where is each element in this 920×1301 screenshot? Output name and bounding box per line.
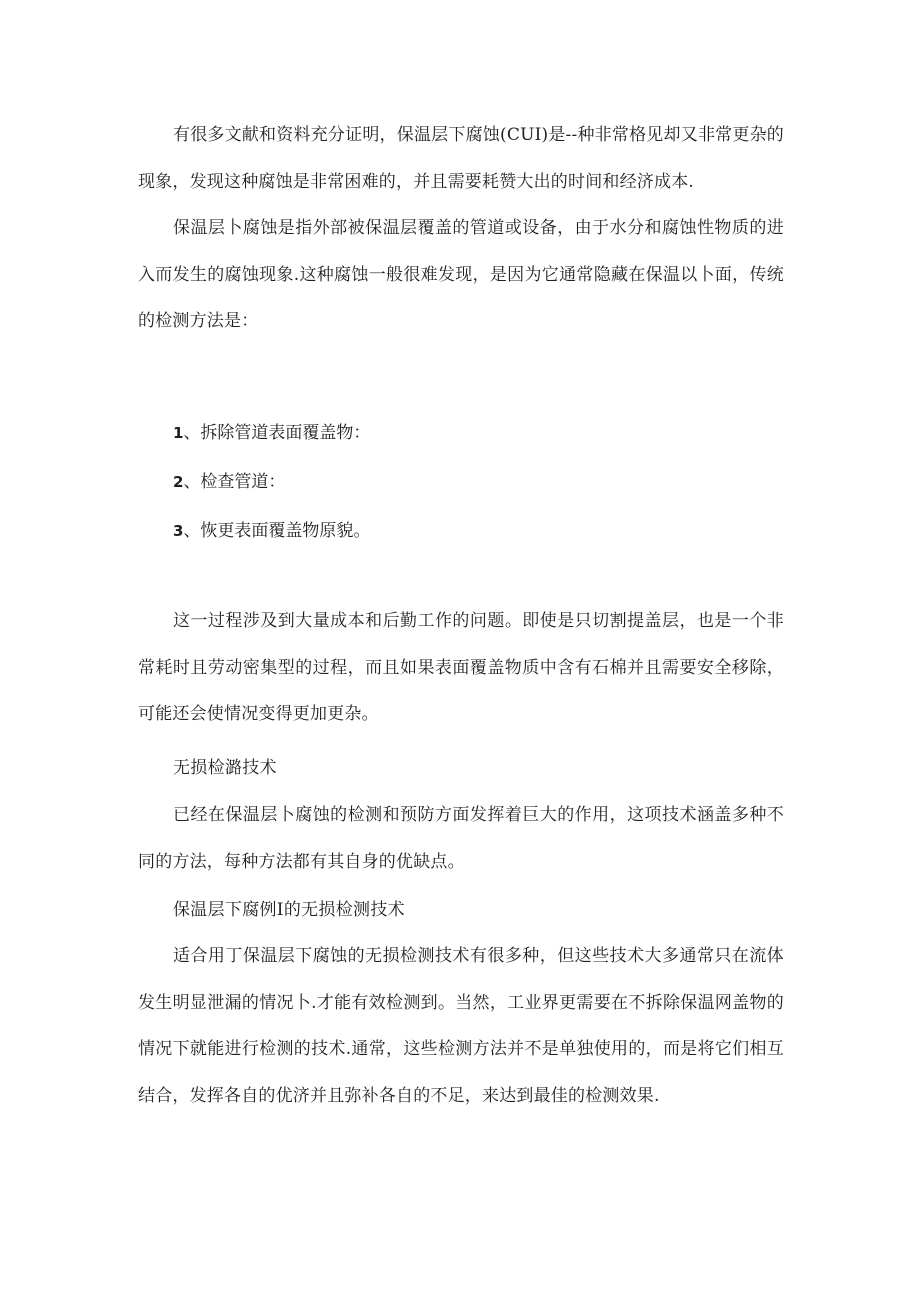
list-item [173,519,370,543]
list-item [173,421,370,445]
list-item-text: 、拆除管道表面覆盖物： [183,423,371,443]
list-item-text: 、恢更表面覆盖物原貌。 [183,521,371,541]
paragraph-ndt-role: 已经在保温层卜腐蚀的检测和预防方面发挥着巨大的作用，这项技术涵盖多种不同的方法，每种方法都有其自身的优缺点。 [138,805,784,872]
list-item-number: 1 [173,424,184,442]
paragraph-cui-definition: 保温层卜腐蚀是指外部被保温层覆盖的管道或设备，由于水分和腐蚀性物质的进入而发生的腐蚀现象.这种腐蚀一般很难发现，是因为它通常隐藏在保温以卜面，传统的检测方法是： [138,218,784,331]
paragraph-cui-intro: 有很多文献和资料充分证明，保温层下腐蚀(CUI)是--种非常格见却又非常更杂的现象，发现这种腐蚀是非常困难的，并且需要耗赞大出的时间和经济成本. [138,125,784,192]
paragraph-ndt-methods: 适合用丁保温层下腐蚀的无损检测技术有很多种，但这些技术大多通常只在流体发生明显泄漏的情况卜.才能有效检测到。当然，工业界更需要在不拆除保温网盖物的情况下就能进行检测的技术.通常，这些检测方法并不是单独使用的，而是将它们相互结合，发挥各自的优济并且弥补各自的不足，来达到最佳的检测效果. [138,946,784,1106]
list-item-text: 、检查管道： [183,472,286,492]
section-heading-ndt: 无损检潞技术 [173,758,277,778]
list-item-number: 2 [173,473,184,491]
list-item-number: 3 [173,522,184,540]
list-item [173,470,285,494]
section-heading-cui-ndt: 保温层下腐例I的无损检测技术 [173,900,405,920]
paragraph-process-cost: 这一过程涉及到大量成本和后勤工作的问题。即使是只切割提盖层，也是一个非常耗时且劳动密集型的过程，而且如果表面覆盖物质中含有石棉并且需要安全移除，可能还会使情况变得更加更杂。 [138,611,784,724]
